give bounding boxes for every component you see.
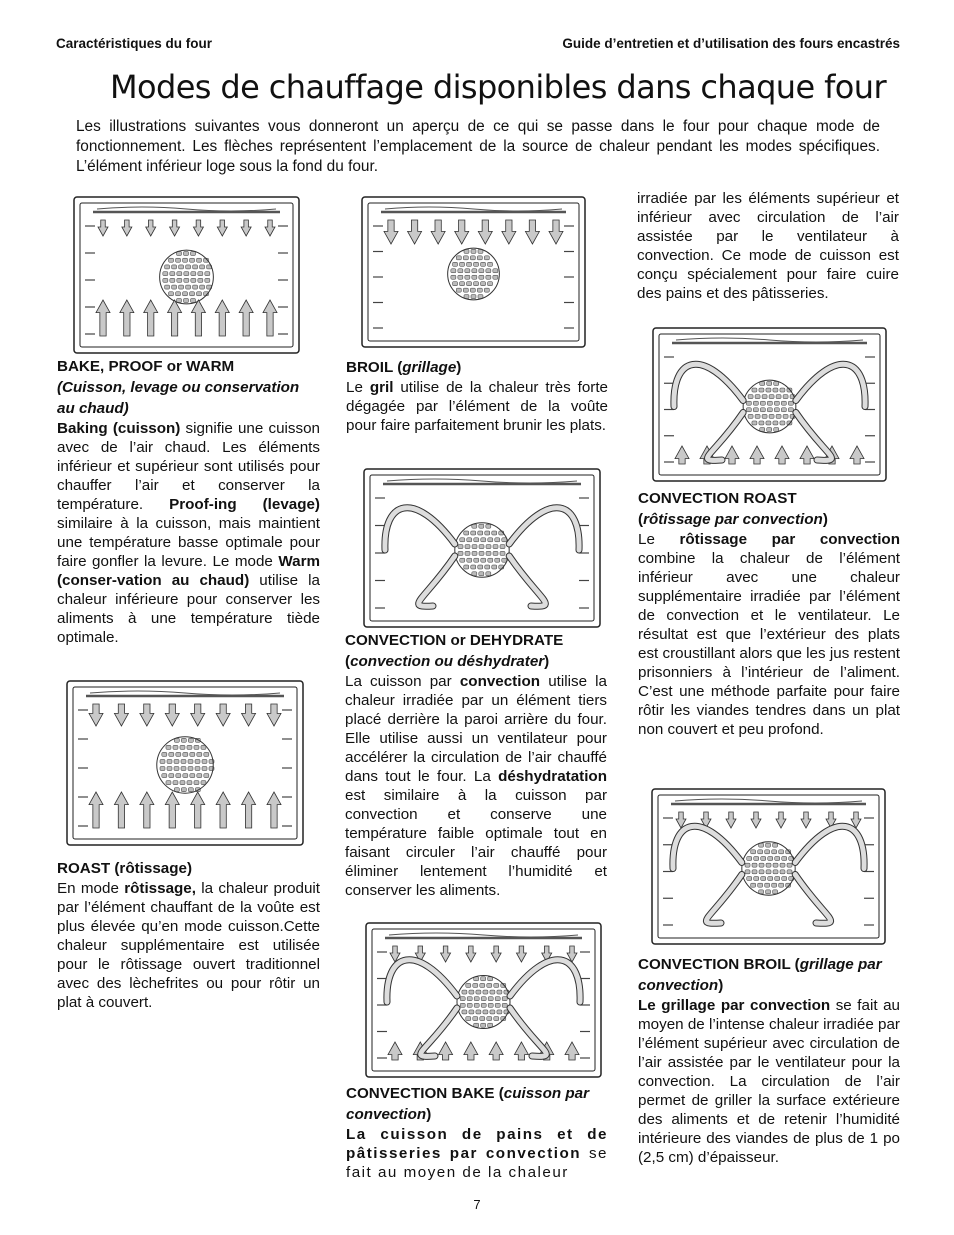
convection-oven-diagram — [363, 468, 601, 628]
broil-text — [346, 378, 608, 435]
convection-heading-fr-text: convection ou déshydrater — [350, 653, 545, 670]
broil-heading — [346, 357, 608, 378]
convection-broil-text-1: se fait au moyen de l’intense chaleur irradiée par l’élément supérieur avec circulation de l’air assistée par le ventilateur pour la convection. La circulation de l’air permet de griller la surface extérieure des aliments et de retenir l’humidité intérieure des viandes de plus de 1 po (2,5 cm) d’épaisseur. — [638, 997, 900, 1166]
bake-text-3: utilise la chaleur inférieure pour conserver les aliments à une température tiède optimale. — [57, 572, 320, 646]
broil-section — [346, 357, 608, 435]
convection-roast-heading-fr-text: rôtissage par convection — [643, 511, 823, 528]
convection-broil-heading — [638, 954, 900, 996]
convection-text-1: La cuisson par — [345, 673, 460, 690]
page-title: Modes de chauffage disponibles dans chaque four — [110, 68, 887, 106]
convection-roast-heading-close: ) — [822, 511, 828, 528]
convection-broil-section — [638, 954, 900, 1167]
bake-text-1: signifie une cuisson avec de l’air chaud. Les éléments inférieur et supérieur sont utilisés pour chauffer l’air et conserver la température. — [57, 420, 320, 513]
broil-heading-end: ) — [456, 359, 462, 376]
convection-broil-oven-diagram — [651, 788, 886, 945]
convection-roast-text-1: Le — [638, 531, 680, 548]
roast-text-2: la chaleur produit par l’élément chauffant de la voûte est plus élevée qu’en mode cuisson.Cette chaleur supplémentaire est utilisée pour le rôtissage ouvert traditionnel avec des lèchefrites ou pour rôtir un plat à couvert. — [57, 880, 320, 1011]
broil-text-1: Le — [346, 379, 370, 396]
convection-text-3: est similaire à la cuisson par convection et conserve une température faible optimale tout en faisant circuler l’air chauffé pour éliminer lentement l’humidité et conserver les aliments. — [345, 787, 607, 899]
bake-section — [57, 356, 320, 647]
page-number: 7 — [473, 1197, 481, 1212]
convection-section — [345, 630, 607, 900]
intro-paragraph: Les illustrations suivantes vous donneront un aperçu de ce qui se passe dans le four pour chaque mode de fonctionnement. Les flèches représentent l’emplacement de la source de chaleur pendant les modes spécifiques. L’élément inférieur loge sous la fond du four. — [76, 118, 880, 175]
convection-heading-close: ) — [544, 653, 550, 670]
convection-bake-heading — [346, 1083, 608, 1125]
convection-bake-section — [346, 1083, 608, 1182]
bake-text — [57, 419, 320, 647]
roast-section — [57, 858, 320, 1012]
roast-oven-diagram — [66, 680, 304, 846]
convection-bake-heading-fr: cuisson par convection — [346, 1085, 590, 1123]
broil-text-2: utilise de la chaleur très forte dégagée par l’élément de la voûte pour faire parfaitement brunir les plats. — [346, 379, 608, 434]
bake-bold-2: Proof-ing (levage) — [169, 496, 320, 513]
broil-heading-fr: grillage — [402, 359, 457, 376]
convection-bake-text-2: irradiée par les éléments supérieur et inférieur avec circulation de l’air assistée par le ventilateur à convection. Ce mode de cuisson est conçu spécialement pour faire cuire des pains et des pâtisseries. — [637, 190, 899, 302]
convection-roast-oven-diagram — [652, 327, 887, 482]
header-guide-title: Guide d’entretien et d’utilisation des fours encastrés — [562, 36, 900, 51]
bake-bold-3: Warm (conser-vation au chaud) — [57, 553, 320, 589]
header-section-title: Caractéristiques du four — [56, 36, 213, 51]
convection-text — [345, 672, 607, 900]
bake-oven-diagram — [73, 196, 300, 354]
broil-oven-diagram — [361, 196, 586, 348]
convection-heading-open: ( — [345, 653, 351, 670]
roast-heading: ROAST (rôtissage) — [57, 860, 193, 877]
convection-broil-heading-fr: grillage par convection — [638, 956, 882, 994]
convection-broil-text — [638, 996, 900, 1167]
convection-bake-heading-en: CONVECTION BAKE ( — [346, 1085, 504, 1102]
convection-roast-heading: CONVECTION ROAST — [638, 490, 797, 507]
convection-bold-2: déshydratation — [498, 768, 607, 785]
bake-heading: BAKE, PROOF or WARM — [57, 358, 235, 375]
broil-bold-1: gril — [369, 379, 394, 396]
convection-heading-fr — [345, 651, 607, 672]
convection-roast-section — [638, 488, 900, 739]
bake-bold-1: Baking (cuisson) — [57, 420, 181, 437]
convection-broil-heading-en: CONVECTION BROIL ( — [638, 956, 800, 973]
broil-heading-en: BROIL ( — [346, 359, 403, 376]
convection-bake-heading-end: ) — [426, 1106, 432, 1123]
roast-bold-1: rôtissage, — [124, 880, 196, 897]
convection-heading: CONVECTION or DEHYDRATE — [345, 632, 564, 649]
convection-bake-oven-diagram — [365, 922, 602, 1078]
roast-text — [57, 879, 320, 1012]
convection-text-2: utilise la chaleur irradiée par un élément tiers placé derrière la paroi arrière du four. Elle utilise aussi un ventilateur pour accélérer la circulation de l’air chauffé dans tout le four. La — [345, 673, 608, 785]
convection-roast-heading-fr — [638, 509, 900, 530]
convection-bake-continued — [637, 189, 899, 303]
convection-bold-1: convection — [459, 673, 541, 690]
roast-text-1: En mode — [57, 880, 125, 897]
convection-broil-bold-1: Le grillage par convection — [638, 997, 831, 1014]
convection-roast-text — [638, 530, 900, 739]
convection-bake-text-1: se fait au moyen de la chaleur — [346, 1145, 608, 1181]
convection-broil-heading-end: ) — [718, 977, 724, 994]
bake-heading-fr: (Cuisson, levage ou conservation au chaud) — [57, 379, 300, 417]
convection-bake-bold-1: La cuisson de pains et de pâtisseries par convection — [346, 1126, 608, 1162]
convection-roast-heading-open: ( — [638, 511, 644, 528]
bake-text-2: similaire à la cuisson, mais maintient une température basse optimale pour faire gonfler la levure. Le mode — [57, 515, 320, 570]
convection-roast-text-2: combine la chaleur de l’élément inférieur avec une chaleur supplémentaire irradiée par l’élément de convection et le ventilateur. Le résultat est que l’extérieur des plats est croustillant alors que les jus restent prisonniers à l’intérieur de l’aliment. C’est une méthode parfaite pour faire rôtir les viandes tendres dans un plat non couvert et peu profond. — [638, 550, 900, 738]
convection-roast-bold-1: rôtissage par convection — [679, 531, 900, 548]
convection-bake-text — [346, 1125, 608, 1182]
